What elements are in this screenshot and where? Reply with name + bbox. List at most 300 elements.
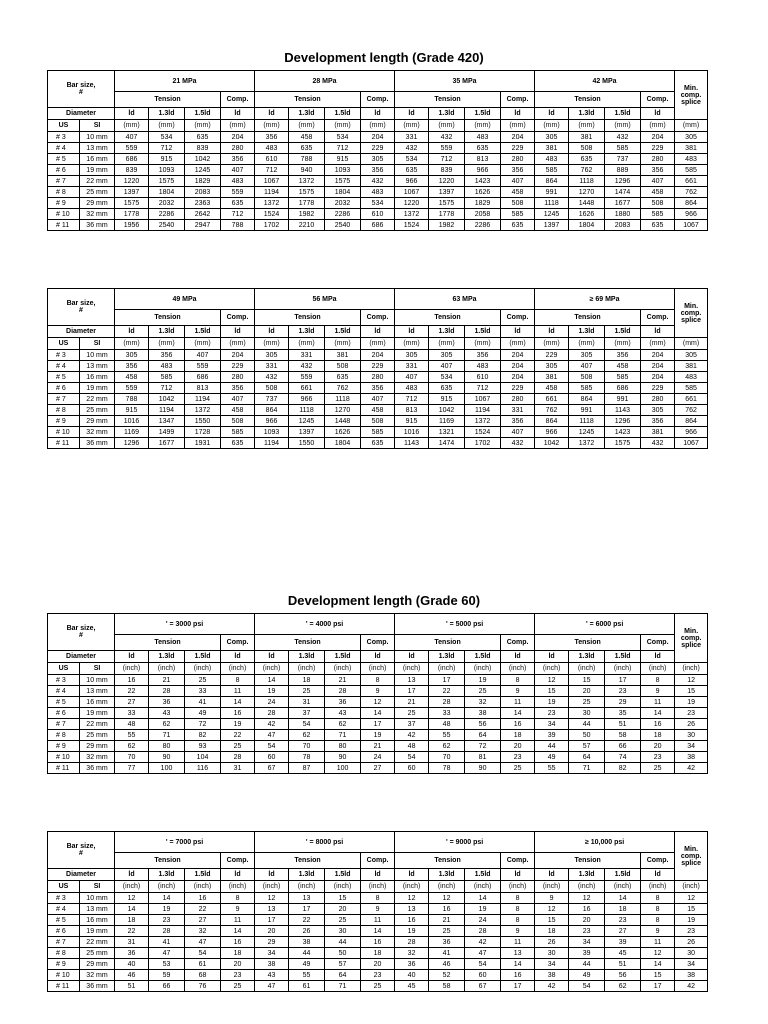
- length-value: 25: [501, 763, 535, 774]
- bar-size-us: # 4: [48, 686, 80, 697]
- ld-subheader: 1.3ld: [149, 651, 185, 663]
- length-value: 15: [325, 893, 361, 904]
- length-value: 56: [605, 970, 641, 981]
- length-value: 20: [569, 915, 605, 926]
- length-value: 25: [221, 981, 255, 992]
- bar-size-us: # 9: [48, 741, 80, 752]
- length-value: 280: [501, 394, 535, 405]
- length-value: 12: [569, 893, 605, 904]
- length-value: 585: [675, 165, 708, 176]
- length-value: 15: [569, 675, 605, 686]
- unit-cell: (inch): [535, 881, 569, 893]
- length-value: 54: [395, 752, 429, 763]
- length-value: 60: [465, 970, 501, 981]
- length-value: 1194: [185, 394, 221, 405]
- length-value: 55: [535, 763, 569, 774]
- length-value: 33: [115, 708, 149, 719]
- bar-size-si: 19 mm: [80, 383, 115, 394]
- length-value: 280: [221, 372, 255, 383]
- length-value: 54: [569, 981, 605, 992]
- length-value: 229: [361, 361, 395, 372]
- units-row: [48, 663, 708, 675]
- unit-cell: (inch): [465, 663, 501, 675]
- table-row: [48, 686, 708, 697]
- bar-size-si: 29 mm: [80, 416, 115, 427]
- length-value: 1880: [605, 209, 641, 220]
- length-value: 23: [535, 708, 569, 719]
- length-value: 864: [675, 416, 708, 427]
- length-value: 991: [569, 405, 605, 416]
- length-value: 49: [535, 752, 569, 763]
- concrete-strength-header: 21 MPa: [115, 71, 255, 92]
- units-row: [48, 338, 708, 350]
- length-value: 13: [395, 675, 429, 686]
- length-value: 39: [605, 937, 641, 948]
- bar-size-si: 19 mm: [80, 926, 115, 937]
- length-value: 1448: [325, 416, 361, 427]
- ld-subheader: 1.3ld: [569, 108, 605, 120]
- length-value: 18: [115, 915, 149, 926]
- length-value: 635: [395, 165, 429, 176]
- length-value: 24: [465, 915, 501, 926]
- length-value: 635: [429, 383, 465, 394]
- length-value: 25: [289, 686, 325, 697]
- length-value: 966: [395, 176, 429, 187]
- length-value: 458: [115, 372, 149, 383]
- bar-size-label: Bar size,: [66, 843, 96, 850]
- unit-cell: (mm): [289, 120, 325, 132]
- length-value: 50: [325, 948, 361, 959]
- length-value: 21: [149, 675, 185, 686]
- length-value: 635: [465, 143, 501, 154]
- length-value: 8: [501, 675, 535, 686]
- length-value: 635: [569, 154, 605, 165]
- length-value: 15: [675, 904, 708, 915]
- length-value: 585: [605, 372, 641, 383]
- unit-cell: (inch): [325, 663, 361, 675]
- length-value: 1778: [429, 209, 465, 220]
- length-value: 44: [569, 719, 605, 730]
- bar-size-us: # 10: [48, 970, 80, 981]
- ld-subheader: ld: [221, 651, 255, 663]
- length-value: 686: [361, 220, 395, 231]
- concrete-strength-header: ' = 8000 psi: [255, 832, 395, 853]
- length-value: 331: [289, 350, 325, 361]
- ld-subheader: 1.3ld: [429, 326, 465, 338]
- length-value: 1524: [255, 209, 289, 220]
- length-value: 1397: [429, 187, 465, 198]
- ld-subheader: ld: [361, 869, 395, 881]
- unit-cell: (mm): [361, 338, 395, 350]
- bar-size-us: # 3: [48, 350, 80, 361]
- bar-size-si: 16 mm: [80, 372, 115, 383]
- length-value: 18: [221, 948, 255, 959]
- length-value: 40: [115, 959, 149, 970]
- concrete-strength-header: 49 MPa: [115, 289, 255, 310]
- bar-size-us: # 7: [48, 937, 80, 948]
- length-value: 47: [185, 937, 221, 948]
- unit-cell: (inch): [361, 663, 395, 675]
- strength-header-row: [48, 614, 708, 635]
- length-value: 17: [361, 719, 395, 730]
- length-value: 280: [641, 394, 675, 405]
- table-row: [48, 959, 708, 970]
- length-value: 1016: [115, 416, 149, 427]
- length-value: 1575: [605, 438, 641, 449]
- length-value: 34: [255, 948, 289, 959]
- length-value: 1143: [605, 405, 641, 416]
- tension-comp-header-row: [48, 635, 708, 651]
- length-value: 635: [185, 132, 221, 143]
- length-value: 25: [325, 915, 361, 926]
- ld-subheader: 1.5ld: [605, 651, 641, 663]
- length-value: 534: [395, 154, 429, 165]
- bar-size-si: 13 mm: [80, 904, 115, 915]
- length-value: 59: [149, 970, 185, 981]
- bar-size-us: # 6: [48, 383, 80, 394]
- length-value: 1220: [395, 198, 429, 209]
- bar-size-si: 25 mm: [80, 948, 115, 959]
- length-value: 432: [641, 438, 675, 449]
- length-value: 762: [325, 383, 361, 394]
- length-value: 9: [361, 686, 395, 697]
- bar-size-us: # 5: [48, 372, 80, 383]
- length-value: 356: [221, 383, 255, 394]
- length-value: 11: [221, 915, 255, 926]
- table-row: [48, 970, 708, 981]
- ld-subheader: 1.3ld: [289, 326, 325, 338]
- bar-size-si: 16 mm: [80, 915, 115, 926]
- table-row: [48, 361, 708, 372]
- length-value: 19: [465, 904, 501, 915]
- unit-cell: (inch): [149, 663, 185, 675]
- length-value: 280: [641, 154, 675, 165]
- length-value: 32: [395, 948, 429, 959]
- length-value: 2363: [185, 198, 221, 209]
- length-value: 331: [255, 361, 289, 372]
- length-value: 19: [361, 730, 395, 741]
- length-value: 432: [395, 143, 429, 154]
- length-value: 18: [361, 948, 395, 959]
- length-value: 20: [641, 741, 675, 752]
- comp-header: Comp.: [501, 92, 535, 108]
- length-value: 1448: [569, 198, 605, 209]
- length-value: 36: [395, 959, 429, 970]
- length-value: 331: [395, 132, 429, 143]
- ld-subheader: 1.5ld: [605, 326, 641, 338]
- table-row: [48, 741, 708, 752]
- length-value: 229: [641, 383, 675, 394]
- length-value: 25: [395, 708, 429, 719]
- length-value: 24: [361, 752, 395, 763]
- table-row: [48, 904, 708, 915]
- length-value: 204: [501, 372, 535, 383]
- bar-size-us: # 7: [48, 176, 80, 187]
- bar-size-us: # 9: [48, 198, 80, 209]
- length-value: 36: [149, 697, 185, 708]
- section-title-grade-60: Development length (Grade 60): [287, 593, 481, 608]
- bar-size-us: # 11: [48, 763, 80, 774]
- length-value: 1804: [569, 220, 605, 231]
- length-value: 16: [501, 719, 535, 730]
- length-value: 71: [325, 981, 361, 992]
- length-value: 28: [255, 708, 289, 719]
- unit-cell: (inch): [255, 663, 289, 675]
- bar-size-us: # 4: [48, 361, 80, 372]
- length-value: 534: [429, 372, 465, 383]
- table-row: [48, 763, 708, 774]
- ld-subheader: ld: [535, 651, 569, 663]
- ld-subheader: ld: [221, 108, 255, 120]
- length-value: 26: [535, 937, 569, 948]
- length-value: 25: [429, 926, 465, 937]
- bar-size-si: 10 mm: [80, 675, 115, 686]
- concrete-strength-header: ' = 3000 psi: [115, 614, 255, 635]
- length-value: 2210: [289, 220, 325, 231]
- ld-subheader: ld: [361, 108, 395, 120]
- length-value: 44: [325, 937, 361, 948]
- length-value: 26: [289, 926, 325, 937]
- concrete-strength-header: ' = 5000 psi: [395, 614, 535, 635]
- length-value: 1474: [429, 438, 465, 449]
- length-value: 407: [221, 394, 255, 405]
- ld-header-row: [48, 869, 708, 881]
- tension-comp-header-row: [48, 853, 708, 869]
- length-value: 381: [675, 361, 708, 372]
- bar-size-us: # 8: [48, 948, 80, 959]
- length-value: 559: [221, 187, 255, 198]
- length-value: 1524: [465, 427, 501, 438]
- length-value: 1804: [149, 187, 185, 198]
- length-value: 585: [535, 165, 569, 176]
- length-value: 18: [289, 675, 325, 686]
- unit-cell: (mm): [675, 338, 708, 350]
- length-value: 432: [429, 132, 465, 143]
- length-value: 458: [501, 187, 535, 198]
- length-value: 1702: [465, 438, 501, 449]
- length-value: 51: [605, 719, 641, 730]
- length-value: 44: [569, 959, 605, 970]
- length-value: 1169: [115, 427, 149, 438]
- bar-size-us: # 5: [48, 154, 80, 165]
- length-value: 14: [465, 893, 501, 904]
- units-row: [48, 881, 708, 893]
- length-value: 1194: [255, 187, 289, 198]
- ld-subheader: 1.5ld: [325, 869, 361, 881]
- length-value: 78: [429, 763, 465, 774]
- bar-size-si: 25 mm: [80, 730, 115, 741]
- tension-header: Tension: [115, 853, 221, 869]
- length-value: 42: [465, 937, 501, 948]
- unit-cell: (mm): [429, 338, 465, 350]
- length-value: 204: [221, 132, 255, 143]
- length-value: 20: [361, 959, 395, 970]
- length-value: 55: [115, 730, 149, 741]
- length-value: 635: [325, 372, 361, 383]
- length-value: 37: [395, 719, 429, 730]
- length-value: 23: [641, 752, 675, 763]
- length-value: 585: [361, 427, 395, 438]
- ld-subheader: ld: [501, 326, 535, 338]
- bar-size-si: 32 mm: [80, 970, 115, 981]
- length-value: 1270: [569, 187, 605, 198]
- length-value: 1245: [535, 209, 569, 220]
- length-value: 559: [115, 383, 149, 394]
- length-value: 34: [535, 719, 569, 730]
- length-value: 9: [501, 926, 535, 937]
- length-value: 23: [605, 915, 641, 926]
- unit-cell: (inch): [535, 663, 569, 675]
- length-value: 27: [361, 763, 395, 774]
- unit-cell: (mm): [569, 338, 605, 350]
- comp-header: Comp.: [641, 635, 675, 651]
- length-value: 407: [185, 350, 221, 361]
- length-value: 16: [395, 915, 429, 926]
- ld-subheader: ld: [395, 326, 429, 338]
- bar-size-si: 32 mm: [80, 209, 115, 220]
- ld-subheader: ld: [641, 869, 675, 881]
- length-value: 19: [255, 686, 289, 697]
- unit-cell: (mm): [605, 120, 641, 132]
- length-value: 13: [395, 904, 429, 915]
- length-value: 44: [289, 948, 325, 959]
- unit-cell: (mm): [221, 338, 255, 350]
- unit-cell: (mm): [221, 120, 255, 132]
- length-value: 915: [115, 405, 149, 416]
- length-value: 82: [185, 730, 221, 741]
- length-value: 229: [361, 143, 395, 154]
- length-value: 14: [641, 708, 675, 719]
- unit-cell: (inch): [429, 663, 465, 675]
- ld-subheader: 1.5ld: [185, 651, 221, 663]
- length-value: 2032: [149, 198, 185, 209]
- min-comp-splice-label: Min.: [684, 302, 699, 310]
- min-comp-splice-label: comp.: [680, 91, 702, 99]
- length-value: 23: [675, 708, 708, 719]
- ld-subheader: ld: [395, 108, 429, 120]
- ld-subheader: 1.5ld: [605, 108, 641, 120]
- ld-subheader: ld: [535, 326, 569, 338]
- length-value: 11: [501, 697, 535, 708]
- length-value: 305: [569, 350, 605, 361]
- length-value: 9: [221, 904, 255, 915]
- length-value: 966: [289, 394, 325, 405]
- length-value: 28: [465, 926, 501, 937]
- concrete-strength-header: 42 MPa: [535, 71, 675, 92]
- length-value: 2286: [149, 209, 185, 220]
- comp-header: Comp.: [641, 92, 675, 108]
- unit-cell: (inch): [289, 663, 325, 675]
- length-value: 23: [569, 926, 605, 937]
- table-row: [48, 937, 708, 948]
- length-value: 915: [149, 154, 185, 165]
- ld-header-row: [48, 326, 708, 338]
- length-value: 407: [115, 132, 149, 143]
- min-comp-splice-label: comp.: [680, 852, 702, 860]
- bar-size-hash: #: [79, 307, 83, 314]
- bar-size-us: # 10: [48, 752, 80, 763]
- table-row: [48, 427, 708, 438]
- unit-cell: (mm): [465, 338, 501, 350]
- length-value: 23: [361, 970, 395, 981]
- length-value: 67: [255, 763, 289, 774]
- ld-subheader: ld: [535, 108, 569, 120]
- bar-size-header: [48, 71, 115, 108]
- length-value: 26: [675, 719, 708, 730]
- bar-size-hash: #: [79, 89, 83, 96]
- length-value: 61: [289, 981, 325, 992]
- length-value: 204: [361, 132, 395, 143]
- length-value: 70: [429, 752, 465, 763]
- length-value: 229: [221, 361, 255, 372]
- length-value: 100: [149, 763, 185, 774]
- length-value: 204: [641, 361, 675, 372]
- length-value: 48: [395, 741, 429, 752]
- si-header: SI: [80, 881, 115, 893]
- length-value: 508: [361, 416, 395, 427]
- units-row: [48, 120, 708, 132]
- length-value: 839: [185, 143, 221, 154]
- length-value: 31: [221, 763, 255, 774]
- unit-cell: (inch): [641, 663, 675, 675]
- bar-size-us: # 7: [48, 394, 80, 405]
- bar-size-si: 36 mm: [80, 763, 115, 774]
- length-value: 2642: [185, 209, 221, 220]
- length-value: 25: [569, 697, 605, 708]
- ld-subheader: ld: [255, 651, 289, 663]
- unit-cell: (mm): [361, 120, 395, 132]
- length-value: 61: [185, 959, 221, 970]
- length-value: 14: [501, 708, 535, 719]
- length-value: 51: [605, 959, 641, 970]
- unit-cell: (mm): [149, 338, 185, 350]
- length-value: 483: [221, 176, 255, 187]
- length-value: 635: [641, 220, 675, 231]
- length-value: 280: [361, 372, 395, 383]
- length-value: 1042: [535, 438, 569, 449]
- length-value: 19: [395, 926, 429, 937]
- us-header: US: [48, 120, 80, 132]
- us-header: US: [48, 338, 80, 350]
- length-value: 1118: [569, 176, 605, 187]
- length-value: 62: [429, 741, 465, 752]
- length-value: 9: [361, 904, 395, 915]
- length-value: 559: [289, 372, 325, 383]
- length-value: 1321: [429, 427, 465, 438]
- bar-size-si: 13 mm: [80, 143, 115, 154]
- length-value: 940: [289, 165, 325, 176]
- length-value: 8: [641, 893, 675, 904]
- ld-subheader: 1.5ld: [465, 869, 501, 881]
- length-value: 41: [185, 697, 221, 708]
- length-value: 38: [675, 752, 708, 763]
- length-value: 1575: [115, 198, 149, 209]
- concrete-strength-header: ' = 6000 psi: [535, 614, 675, 635]
- bar-size-si: 13 mm: [80, 361, 115, 372]
- unit-cell: (mm): [325, 120, 361, 132]
- length-value: 54: [255, 741, 289, 752]
- ld-subheader: 1.5ld: [605, 869, 641, 881]
- ld-subheader: 1.5ld: [465, 108, 501, 120]
- length-value: 483: [675, 372, 708, 383]
- length-value: 25: [465, 686, 501, 697]
- tension-header: Tension: [535, 92, 641, 108]
- length-value: 712: [465, 383, 501, 394]
- length-value: 432: [605, 132, 641, 143]
- length-value: 458: [221, 405, 255, 416]
- length-value: 1677: [605, 198, 641, 209]
- length-value: 17: [429, 675, 465, 686]
